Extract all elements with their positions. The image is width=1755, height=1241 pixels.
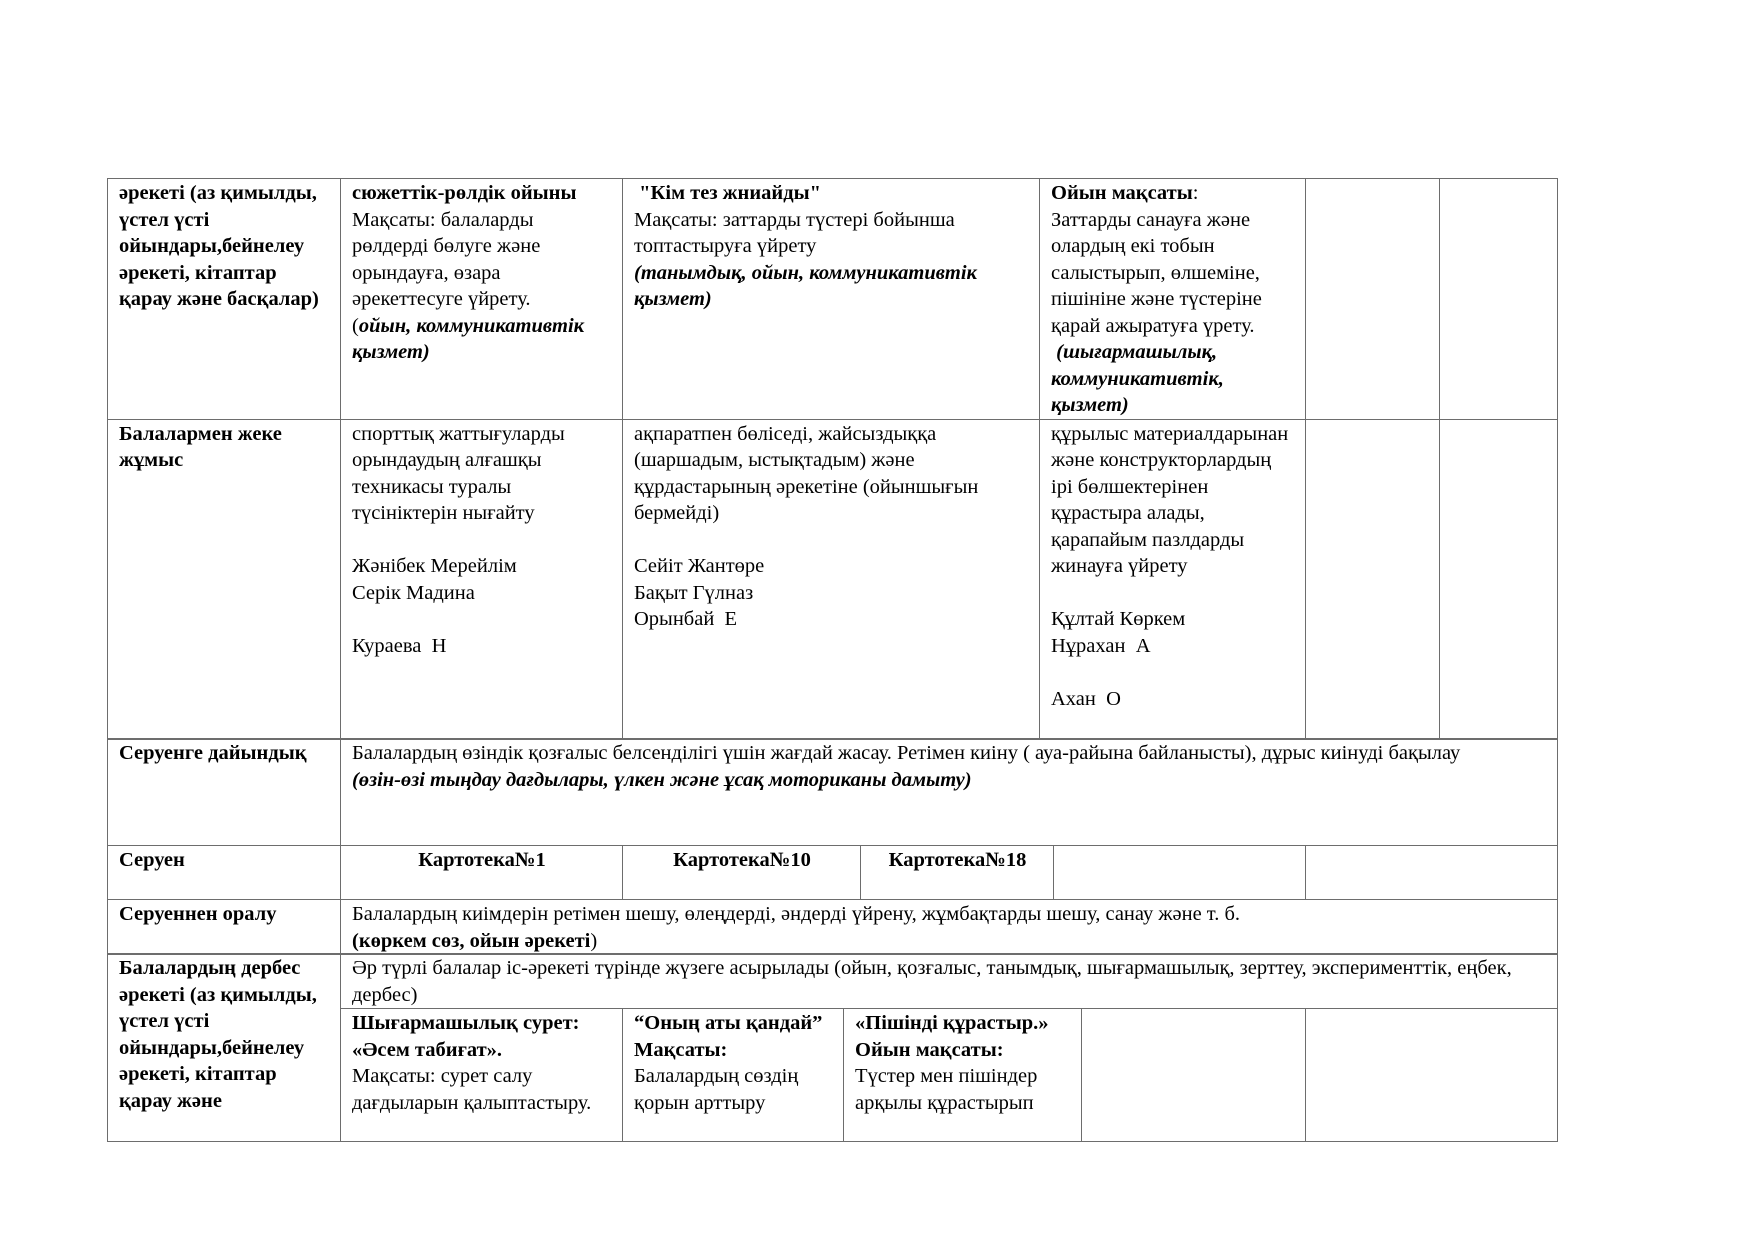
walk-card-2: Картотека№10 bbox=[623, 846, 861, 900]
row-heading-return: Серуеннен оралу bbox=[108, 900, 341, 955]
independent-cell-3 bbox=[844, 1009, 1082, 1142]
table-row bbox=[108, 846, 1558, 900]
independent-1-title: Шығармашылық сурет: «Әсем табиғат». bbox=[352, 1012, 580, 1061]
individual-1-text: спорттық жаттығуларды орындаудың алғашқы техникасы туралы түсініктерін нығайту bbox=[352, 422, 565, 524]
student-name: Кураева Н bbox=[352, 634, 447, 657]
empty-cell bbox=[1306, 419, 1440, 739]
plan-table-lower bbox=[107, 953, 1558, 1142]
activity-1-text: Мақсаты: балаларды рөлдерді бөлуге және орындауға, өзара әрекеттесуге үйрету. bbox=[352, 208, 541, 310]
independent-cell-1 bbox=[341, 1009, 623, 1142]
row-heading-independent: Балалардың дербес әрекеті (аз қимылды, үстел үсті ойындары,бейнелеу әрекеті, кітаптар қарау және bbox=[108, 954, 341, 1142]
activity-cell-1 bbox=[341, 179, 623, 420]
independent-3-subtitle: Ойын мақсаты: bbox=[855, 1038, 1004, 1061]
return-text: Балалардың киімдерін ретімен шешу, өлеңдерді, әндерді үйрену, жұмбақтарды шешу, санау және т. б. bbox=[352, 903, 1241, 925]
student-name: Нұрахан А bbox=[1051, 634, 1151, 657]
row-heading-walk: Серуен bbox=[108, 846, 341, 900]
individual-cell-2 bbox=[623, 419, 1040, 739]
activity-3-title: Ойын мақсаты bbox=[1051, 182, 1193, 204]
independent-2-title: “Оның аты қандай” bbox=[634, 1012, 823, 1034]
plan-table-middle bbox=[107, 738, 1558, 955]
individual-cell-1 bbox=[341, 419, 623, 739]
empty-cell bbox=[1440, 419, 1558, 739]
student-name: Құлтай Көркем bbox=[1051, 608, 1186, 630]
independent-1-text: Мақсаты: сурет салу дағдыларын қалыптастыру. bbox=[352, 1065, 592, 1114]
walk-prep-text: Балалардың өзіндік қозғалыс белсенділігі үшін жағдай жасау. Ретімен киіну ( ауа-райына байланысты), дұрыс киінуді бақылау bbox=[352, 742, 1461, 764]
walk-card-3: Картотека№18 bbox=[861, 846, 1054, 900]
walk-card-1: Картотека№1 bbox=[341, 846, 623, 900]
activity-3-note: (шығармашылық, коммуникативтік, қызмет) bbox=[1051, 341, 1229, 416]
plan-table-upper bbox=[107, 178, 1558, 740]
empty-cell bbox=[1306, 1009, 1558, 1142]
independent-intro-cell: Әр түрлі балалар іс-әрекеті түрінде жүзеге асырылады (ойын, қозғалыс, танымдық, шығармашылық, зерттеу, эксперименттік, еңбек, дербес) bbox=[341, 954, 1558, 1009]
activity-cell-3 bbox=[1040, 179, 1306, 420]
activity-2-text: Мақсаты: заттарды түстері бойынша топтастыруға үйрету bbox=[634, 208, 955, 257]
return-cell bbox=[341, 900, 1558, 955]
independent-cell-2 bbox=[623, 1009, 844, 1142]
row-heading-activity: әрекеті (аз қимылды, үстел үсті ойындары,бейнелеу әрекеті, кітаптар қарау және басқалар) bbox=[108, 179, 341, 420]
activity-3-text: Заттарды санауға және олардың екі тобын салыстырып, өлшеміне, пішініне және түстеріне қарай ажыратуға үрету. bbox=[1051, 208, 1262, 337]
activity-2-note: (танымдық, ойын, коммуникативтік қызмет) bbox=[634, 261, 977, 310]
return-note-close: ) bbox=[590, 929, 598, 952]
activity-1-title: сюжеттік-рөлдік ойыны bbox=[352, 182, 577, 204]
walk-prep-cell bbox=[341, 739, 1558, 846]
empty-cell bbox=[1082, 1009, 1306, 1142]
student-name: Ахан О bbox=[1051, 687, 1121, 710]
walk-prep-note: (өзін-өзі тыңдау дағдылары, үлкен және ұсақ моториканы дамыту) bbox=[352, 768, 972, 791]
table-row bbox=[108, 900, 1558, 955]
empty-cell bbox=[1440, 179, 1558, 420]
table-row bbox=[108, 419, 1558, 739]
student-name: Серік Мадина bbox=[352, 581, 475, 604]
individual-2-text: ақпаратпен бөліседі, жайсыздыққа (шаршадым, ыстықтадым) және құрдастарының әрекетіне (ойыншығын бермейді) bbox=[634, 422, 979, 524]
student-name: Бақыт Гүлназ bbox=[634, 581, 754, 604]
individual-cell-3 bbox=[1040, 419, 1306, 739]
student-name: Сейіт Жантөре bbox=[634, 555, 765, 577]
table-row bbox=[108, 954, 1558, 1009]
row-heading-walk-prep: Серуенге дайындық bbox=[108, 739, 341, 846]
table-row bbox=[108, 739, 1558, 846]
return-note: (көркем сөз, ойын әрекеті bbox=[352, 929, 591, 952]
activity-cell-2 bbox=[623, 179, 1040, 420]
independent-3-text: Түстер мен пішіндер арқылы құрастырып bbox=[855, 1065, 1038, 1114]
student-name: Жәнібек Мерейлім bbox=[352, 555, 517, 577]
independent-3-title: «Пішінді құрастыр.» bbox=[855, 1012, 1049, 1034]
independent-2-subtitle: Мақсаты: bbox=[634, 1038, 728, 1061]
activity-3-title-colon: : bbox=[1192, 182, 1199, 204]
independent-2-text: Балалардың сөздің қорын арттыру bbox=[634, 1065, 799, 1114]
individual-3-text: құрылыс материалдарынан және конструкторлардың ірі бөлшектерінен құрастыра алады, қарапайым пазлдарды жинауға үйрету bbox=[1051, 422, 1289, 577]
student-name: Орынбай Е bbox=[634, 608, 738, 630]
row-heading-individual: Балалармен жеке жұмыс bbox=[108, 419, 341, 739]
empty-cell bbox=[1054, 846, 1306, 900]
empty-cell bbox=[1306, 179, 1440, 420]
table-row bbox=[108, 179, 1558, 420]
activity-1-note: ойын, коммуникативтік қызмет) bbox=[352, 314, 585, 363]
empty-cell bbox=[1306, 846, 1558, 900]
activity-1-note-open: ( bbox=[352, 314, 359, 337]
activity-2-title: "Кім тез жниайды" bbox=[634, 182, 821, 204]
